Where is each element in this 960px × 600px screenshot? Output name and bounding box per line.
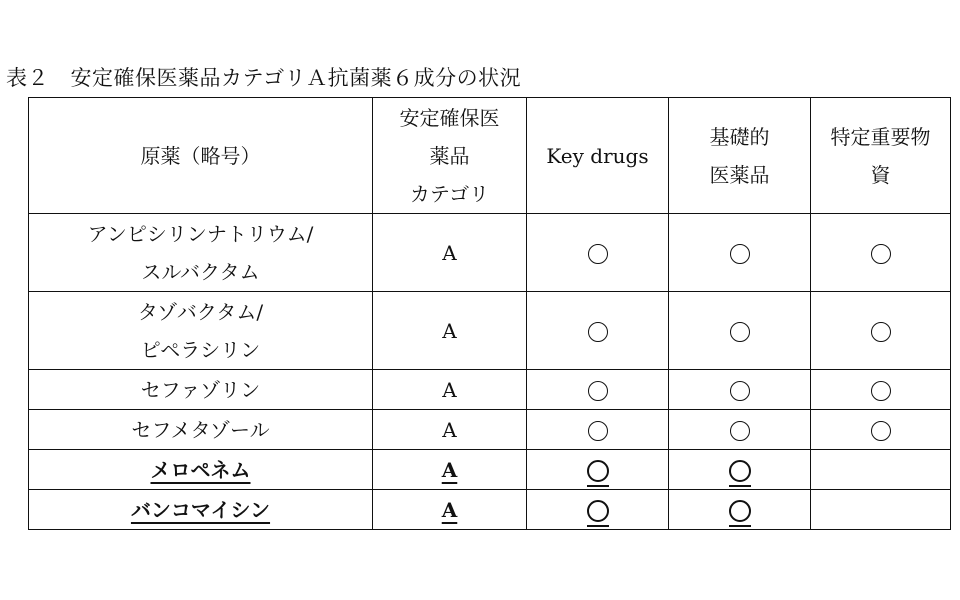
table-caption: 表２ 安定確保医薬品カテゴリＡ抗菌薬６成分の状況 <box>6 66 522 90</box>
table-row <box>29 214 951 292</box>
basic-drugs-cell <box>669 410 811 450</box>
circle-mark-icon <box>729 460 751 482</box>
category-text: A <box>441 457 458 482</box>
header-active-ingredient <box>29 98 373 214</box>
specified-goods-cell <box>811 292 951 370</box>
category-cell <box>373 490 527 530</box>
key-drugs-cell <box>527 214 669 292</box>
circle-mark-icon <box>729 500 751 522</box>
drug-name-text: バンコマイシン <box>130 497 271 522</box>
key-drugs-cell <box>527 450 669 490</box>
header-stable-supply-category-line-3: カテゴリ <box>409 181 490 206</box>
header-basic-drugs-line-1: 基礎的 <box>709 124 770 149</box>
circle-mark-icon <box>587 500 609 522</box>
drug-name-cell <box>29 214 373 292</box>
table-row-highlighted <box>29 450 951 490</box>
specified-goods-cell <box>811 214 951 292</box>
header-stable-supply-category-line-1: 安定確保医 <box>399 105 500 130</box>
drug-name-line-2: スルバクタム <box>141 259 260 284</box>
basic-drugs-cell <box>669 490 811 530</box>
circle-mark-icon <box>730 244 750 264</box>
drug-name-cell <box>29 450 373 490</box>
basic-drugs-cell <box>669 370 811 410</box>
circle-mark-icon <box>730 381 750 401</box>
circle-mark-icon <box>730 322 750 342</box>
antibiotics-status-table <box>28 97 951 530</box>
circle-mark-icon <box>588 322 608 342</box>
circle-mark-icon <box>587 460 609 482</box>
table-row-highlighted <box>29 490 951 530</box>
circle-mark-icon <box>871 381 891 401</box>
table-row <box>29 410 951 450</box>
drug-name-text: メロペネム <box>150 457 251 482</box>
drug-name-cell: セファゾリン <box>29 370 373 410</box>
circle-mark-icon <box>588 244 608 264</box>
category-cell: A <box>373 214 527 292</box>
circle-mark-icon <box>588 381 608 401</box>
category-text: A <box>441 497 458 522</box>
specified-goods-cell <box>811 450 951 490</box>
header-specified-critical-goods-line-1: 特定重要物 <box>830 124 931 149</box>
circle-mark-icon <box>730 421 750 441</box>
header-stable-supply-category-line-2: 薬品 <box>429 143 470 168</box>
drug-name-cell: セフメタゾール <box>29 410 373 450</box>
basic-drugs-cell <box>669 214 811 292</box>
header-key-drugs <box>527 98 669 214</box>
category-cell <box>373 450 527 490</box>
drug-name-cell <box>29 490 373 530</box>
category-cell: A <box>373 410 527 450</box>
key-drugs-cell <box>527 490 669 530</box>
header-stable-supply-category <box>373 98 527 214</box>
header-basic-drugs <box>669 98 811 214</box>
drug-name-line-1: アンピシリンナトリウム/ <box>87 221 314 246</box>
key-drugs-cell <box>527 370 669 410</box>
specified-goods-cell <box>811 490 951 530</box>
circle-mark-icon <box>588 421 608 441</box>
key-drugs-cell <box>527 410 669 450</box>
basic-drugs-cell <box>669 450 811 490</box>
circle-mark-icon <box>871 421 891 441</box>
header-active-ingredient-line-1: 原薬（略号） <box>140 143 261 168</box>
table-row <box>29 292 951 370</box>
drug-name-cell <box>29 292 373 370</box>
specified-goods-cell <box>811 410 951 450</box>
header-row <box>29 98 951 214</box>
category-cell: A <box>373 370 527 410</box>
basic-drugs-cell <box>669 292 811 370</box>
header-basic-drugs-line-2: 医薬品 <box>709 162 770 187</box>
drug-name-line-2: ピペラシリン <box>140 337 261 362</box>
header-specified-critical-goods-line-2: 資 <box>870 162 891 187</box>
specified-goods-cell <box>811 370 951 410</box>
key-drugs-cell <box>527 292 669 370</box>
header-key-drugs-line-1: Key drugs <box>546 143 649 168</box>
drug-name-line-1: タゾバクタム/ <box>137 299 264 324</box>
circle-mark-icon <box>871 244 891 264</box>
table-row <box>29 370 951 410</box>
header-specified-critical-goods <box>811 98 951 214</box>
circle-mark-icon <box>871 322 891 342</box>
category-cell: A <box>373 292 527 370</box>
